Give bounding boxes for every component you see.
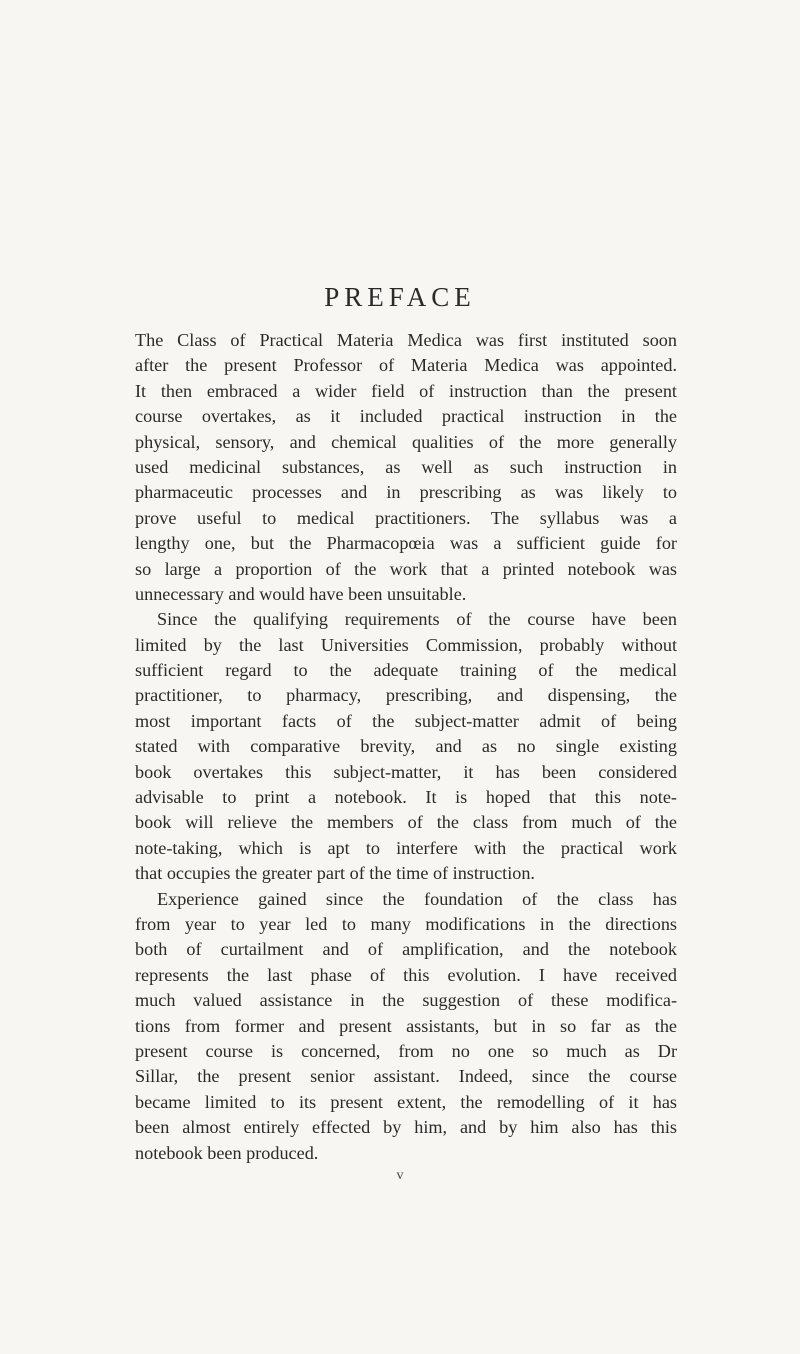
page-number: v bbox=[396, 1168, 404, 1183]
text-line: most important facts of the subject-matter admit of being bbox=[135, 710, 677, 731]
page-title: PREFACE bbox=[324, 282, 476, 312]
text-line: tions from former and present assistants, but in so far as the bbox=[135, 1015, 677, 1036]
text-line: note-taking, which is apt to interfere with the practical work bbox=[135, 837, 677, 858]
text-line: physical, sensory, and chemical qualities of the more generally bbox=[135, 431, 677, 452]
text-line: that occupies the greater part of the time of instruction. bbox=[135, 863, 535, 884]
text-line: represents the last phase of this evolution. I have received bbox=[135, 964, 677, 985]
text-line: from year to year led to many modifications in the directions bbox=[135, 913, 677, 934]
text-line: advisable to print a notebook. It is hoped that this note- bbox=[135, 787, 677, 808]
text-line: lengthy one, but the Pharmacopœia was a sufficient guide for bbox=[135, 533, 677, 554]
text-line: became limited to its present extent, the remodelling of it has bbox=[135, 1091, 677, 1112]
text-line: both of curtailment and of amplification, and the notebook bbox=[135, 939, 677, 960]
text-line: Experience gained since the foundation of the class has bbox=[157, 888, 677, 909]
text-line: stated with comparative brevity, and as no single existing bbox=[135, 736, 677, 757]
text-line: practitioner, to pharmacy, prescribing, and dispensing, the bbox=[135, 685, 677, 706]
text-line: Sillar, the present senior assistant. Indeed, since the course bbox=[135, 1066, 677, 1087]
text-line: limited by the last Universities Commission, probably without bbox=[135, 634, 677, 655]
text-line: been almost entirely effected by him, and by him also has this bbox=[135, 1117, 677, 1138]
text-line: notebook been produced. bbox=[135, 1142, 319, 1163]
text-line: so large a proportion of the work that a printed notebook was bbox=[135, 558, 677, 579]
text-line: Since the qualifying requirements of the course have been bbox=[157, 609, 677, 630]
text-line: book will relieve the members of the class from much of the bbox=[135, 812, 677, 833]
text-line: book overtakes this subject-matter, it has been considered bbox=[135, 761, 677, 782]
text-line: pharmaceutic processes and in prescribing as was likely to bbox=[135, 482, 677, 503]
text-line: The Class of Practical Materia Medica was first instituted soon bbox=[135, 330, 677, 350]
text-line: It then embraced a wider field of instruction than the present bbox=[135, 380, 677, 401]
paragraph bbox=[135, 328, 677, 607]
text-line: course overtakes, as it included practical instruction in the bbox=[135, 406, 677, 427]
text-line: much valued assistance in the suggestion of these modifica- bbox=[135, 990, 677, 1011]
text-line: sufficient regard to the adequate training of the medical bbox=[135, 660, 677, 681]
paragraph bbox=[135, 607, 677, 886]
text-line: unnecessary and would have been unsuitable. bbox=[135, 583, 467, 604]
preface-body bbox=[135, 328, 677, 1166]
text-line: after the present Professor of Materia Medica was appointed. bbox=[135, 355, 677, 376]
text-line: present course is concerned, from no one so much as Dr bbox=[135, 1040, 677, 1061]
paragraph bbox=[135, 887, 677, 1166]
text-line: prove useful to medical practitioners. The syllabus was a bbox=[135, 507, 677, 528]
text-line: used medicinal substances, as well as such instruction in bbox=[135, 456, 677, 477]
